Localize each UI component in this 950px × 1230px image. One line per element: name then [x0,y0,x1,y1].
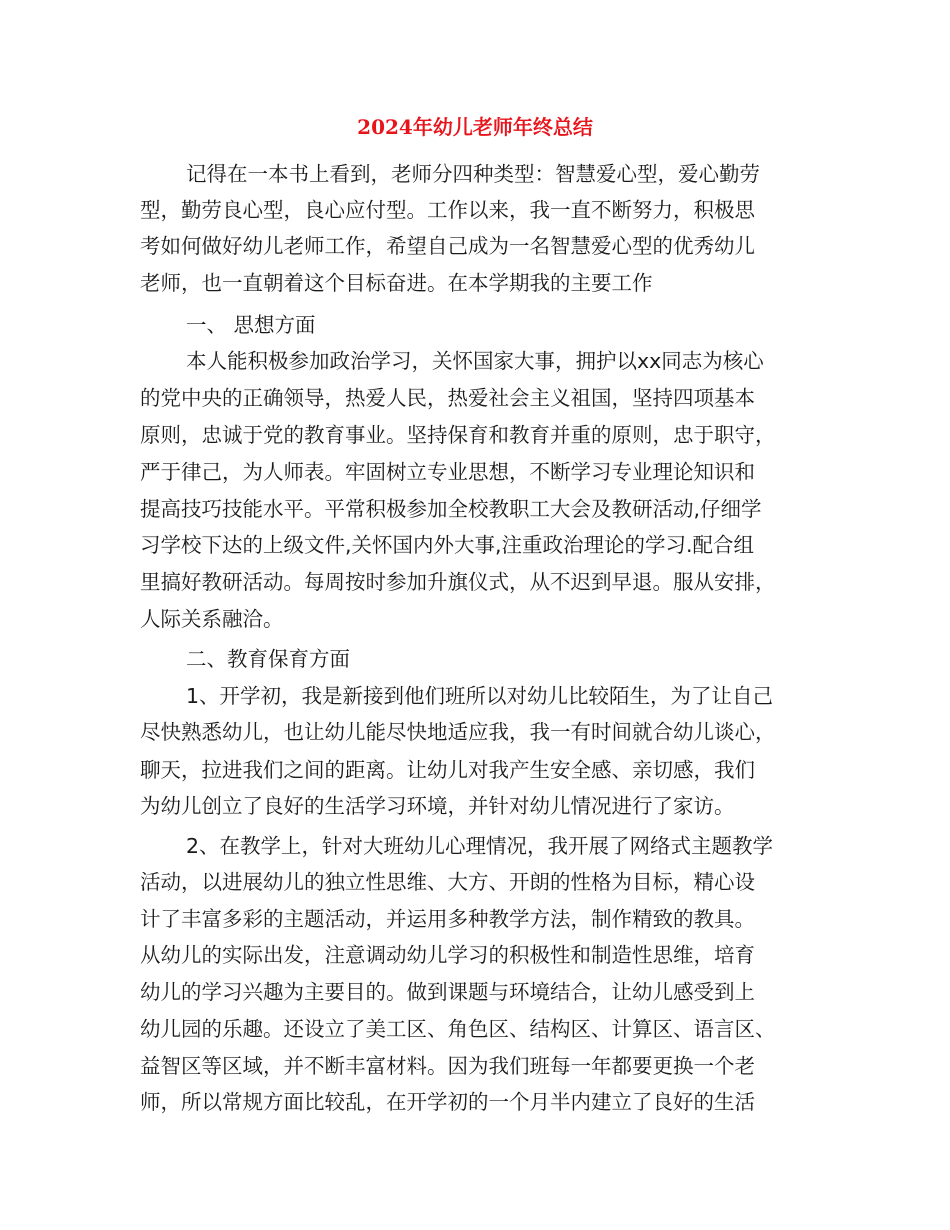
body-line: 活动，以进展幼儿的独立性思维、大方、开朗的性格为目标，精心设 [140,870,755,894]
body-line: 严于律己，为人师表。牢固树立专业思想，不断学习专业理论知识和 [140,460,755,484]
body-line: 聊天，拉进我们之间的距离。让幼儿对我产生安全感、亲切感，我们 [140,758,755,782]
body-line: 老师，也一直朝着这个目标奋进。在本学期我的主要工作 [140,271,653,295]
body-line: 尽快熟悉幼儿，也让幼儿能尽快地适应我，我一有时间就合幼儿谈心， [140,720,776,744]
body-line: 计了丰富多彩的主题活动，并运用多种教学方法，制作精致的教具。 [140,907,755,931]
body-line: 人际关系融洽。 [140,607,284,631]
body-line: 2、在教学上，针对大班幼儿心理情况，我开展了网络式主题教学 [186,834,774,858]
body-line: 益智区等区域，并不断丰富材料。因为我们班每一年都要更换一个老 [140,1054,755,1078]
body-line: 原则，忠诚于党的教育事业。坚持保育和教育并重的原则，忠于职守， [140,423,776,447]
section-heading: 二、教育保育方面 [186,647,350,671]
body-line: 型，勤劳良心型，良心应付型。工作以来，我一直不断努力，积极思 [140,198,755,222]
body-line: 提高技巧技能水平。平常积极参加全校教职工大会及教研活动,仔细学 [140,497,762,521]
body-line: 从幼儿的实际出发，注意调动幼儿学习的积极性和制造性思维，培育 [140,943,755,967]
body-line: 考如何做好幼儿老师工作，希望自己成为一名智慧爱心型的优秀幼儿 [140,234,755,258]
body-line: 的党中央的正确领导，热爱人民，热爱社会主义祖国，坚持四项基本 [140,386,755,410]
body-line: 幼儿园的乐趣。还设立了美工区、角色区、结构区、计算区、语言区、 [140,1017,776,1041]
document-title: 2024年幼儿老师年终总结 [357,115,593,139]
body-line: 里搞好教研活动。每周按时参加升旗仪式，从不迟到早退。服从安排， [140,570,776,594]
body-line: 幼儿的学习兴趣为主要目的。做到课题与环境结合，让幼儿感受到上 [140,980,755,1004]
body-line: 习学校下达的上级文件,关怀国内外大事,注重政治理论的学习.配合组 [140,533,755,557]
body-line: 1、开学初，我是新接到他们班所以对幼儿比较陌生，为了让自己 [186,684,774,708]
body-line: 本人能积极参加政治学习，关怀国家大事，拥护以xx同志为核心 [186,349,764,373]
body-line: 记得在一本书上看到，老师分四种类型：智慧爱心型，爱心勤劳 [186,162,760,186]
body-line: 为幼儿创立了良好的生活学习环境，并针对幼儿情况进行了家访。 [140,794,735,818]
section-heading: 一、 思想方面 [186,313,316,337]
body-line: 师，所以常规方面比较乱，在开学初的一个月半内建立了良好的生活 [140,1090,755,1114]
